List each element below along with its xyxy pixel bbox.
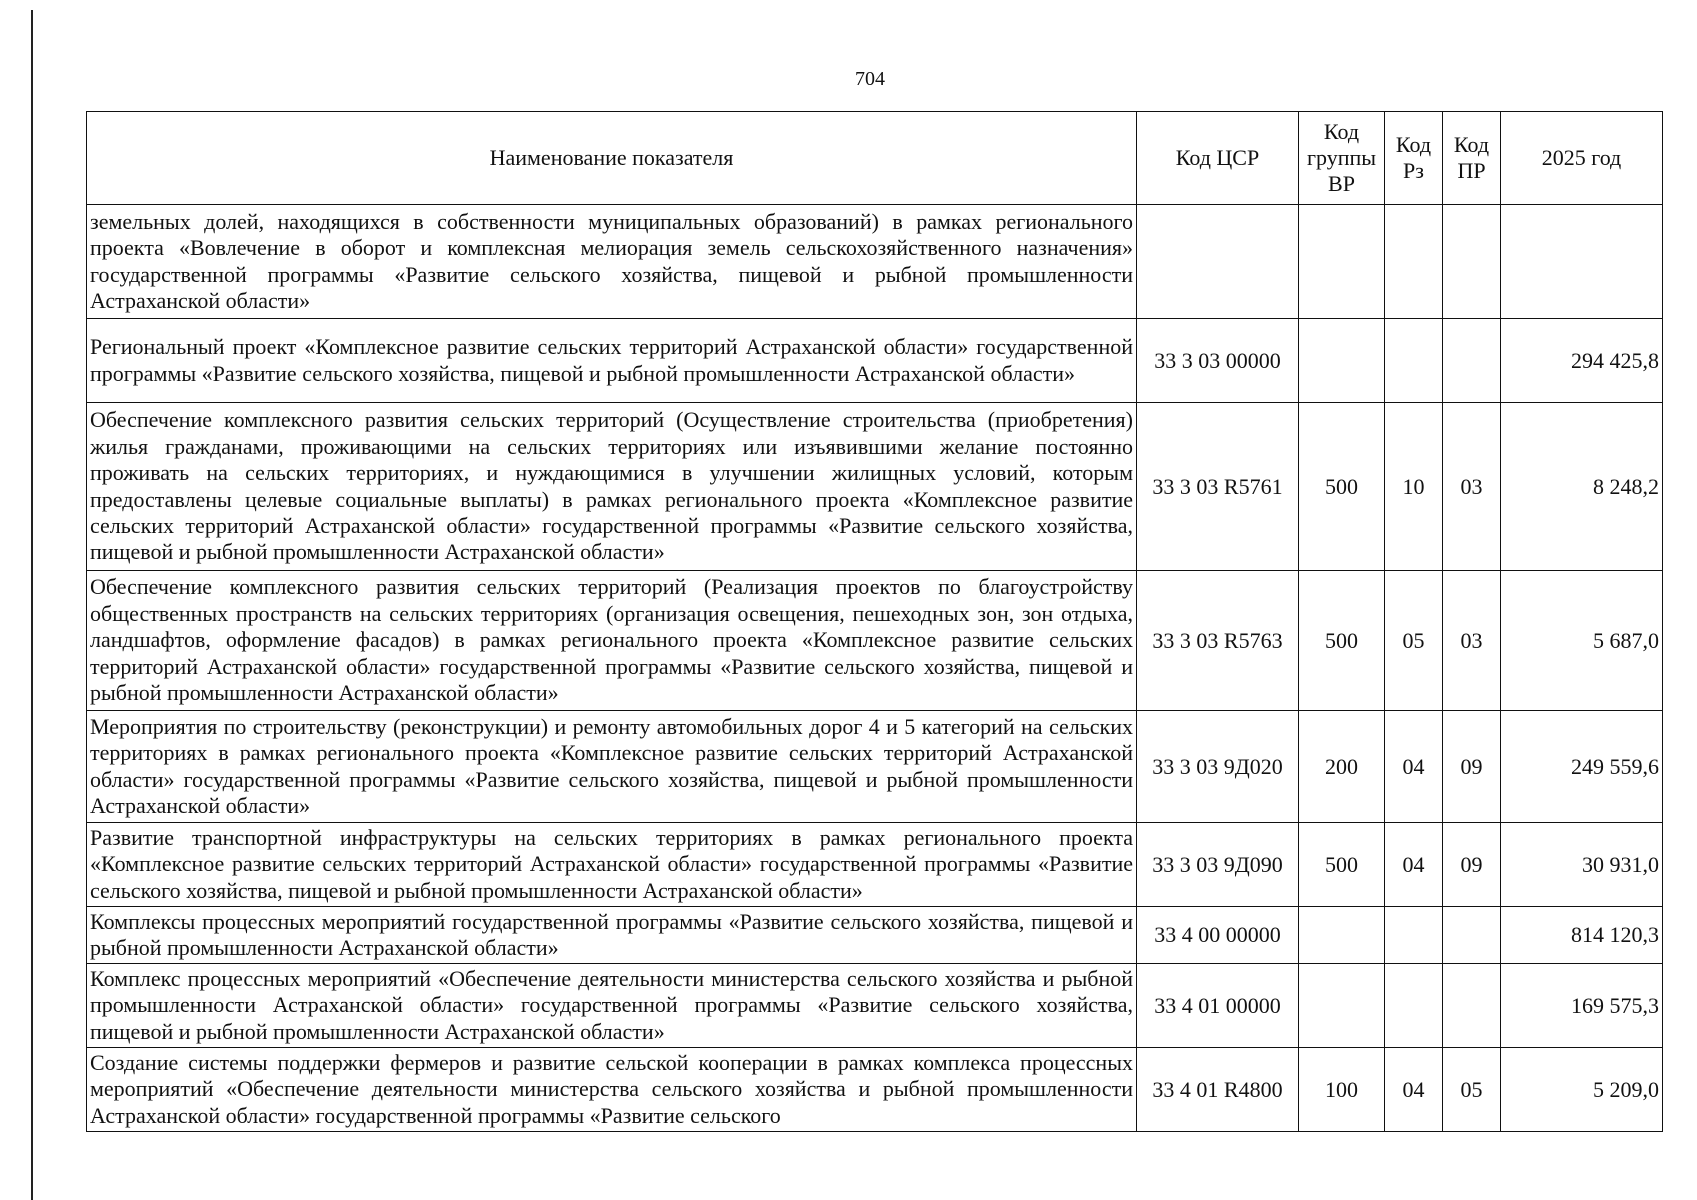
row-rz	[1385, 907, 1443, 964]
row-csr: 33 3 03 9Д090	[1137, 823, 1299, 907]
row-vr: 100	[1299, 1048, 1385, 1132]
row-name: Комплексы процессных мероприятий государственной программы «Развитие сельского хозяйства, пищевой и рыбной промышленности Астраханской области»	[87, 907, 1137, 964]
row-name: Мероприятия по строительству (реконструкции) и ремонту автомобильных дорог 4 и 5 категорий на сельских территориях в рамках регионального проекта «Комплексное развитие сельских территорий Астраханской области» государственной программы «Развитие сельского хозяйства, пищевой и рыбной промышленности Астраханской области»	[87, 711, 1137, 823]
row-pr: 09	[1443, 823, 1501, 907]
header-year: 2025 год	[1501, 112, 1663, 205]
row-amount: 5 687,0	[1501, 571, 1663, 711]
table-row	[87, 205, 1663, 319]
row-vr: 500	[1299, 823, 1385, 907]
row-pr: 09	[1443, 711, 1501, 823]
binding-margin-line	[31, 10, 33, 1200]
row-rz: 04	[1385, 711, 1443, 823]
row-csr: 33 4 01 R4800	[1137, 1048, 1299, 1132]
row-amount: 814 120,3	[1501, 907, 1663, 964]
table-row	[87, 823, 1663, 907]
row-name: Региональный проект «Комплексное развитие сельских территорий Астраханской области» государственной программы «Развитие сельского хозяйства, пищевой и рыбной промышленности Астраханской области»	[87, 319, 1137, 403]
table-header-row	[87, 112, 1663, 205]
row-pr: 05	[1443, 1048, 1501, 1132]
header-rz: Код Рз	[1385, 112, 1443, 205]
table-row	[87, 1048, 1663, 1132]
row-amount: 294 425,8	[1501, 319, 1663, 403]
row-amount: 30 931,0	[1501, 823, 1663, 907]
row-pr: 03	[1443, 403, 1501, 571]
row-name: Обеспечение комплексного развития сельских территорий (Осуществление строительства (приобретения) жилья гражданами, проживающими на сельских территориях или изъявившими желание постоянно проживать на сельских территориях, и нуждающимися в улучшении жилищных условий, которым предоставлены целевые социальные выплаты) в рамках регионального проекта «Комплексное развитие сельских территорий Астраханской области» государственной программы «Развитие сельского хозяйства, пищевой и рыбной промышленности Астраханской области»	[87, 403, 1137, 571]
row-vr	[1299, 205, 1385, 319]
row-rz: 04	[1385, 1048, 1443, 1132]
row-name: Обеспечение комплексного развития сельских территорий (Реализация проектов по благоустройству общественных пространств на сельских территориях (организация освещения, пешеходных зон, зон отдыха, ландшафтов, оформление фасадов) в рамках регионального проекта «Комплексное развитие сельских территорий Астраханской области» государственной программы «Развитие сельского хозяйства, пищевой и рыбной промышленности Астраханской области»	[87, 571, 1137, 711]
row-name: земельных долей, находящихся в собственности муниципальных образований) в рамках регионального проекта «Вовлечение в оборот и комплексная мелиорация земель сельскохозяйственного назначения» государственной программы «Развитие сельского хозяйства, пищевой и рыбной промышленности Астраханской области»	[87, 205, 1137, 319]
row-vr	[1299, 907, 1385, 964]
row-pr: 03	[1443, 571, 1501, 711]
row-csr: 33 4 00 00000	[1137, 907, 1299, 964]
row-rz	[1385, 964, 1443, 1048]
row-rz	[1385, 319, 1443, 403]
row-vr: 500	[1299, 571, 1385, 711]
header-vr: Код группы ВР	[1299, 112, 1385, 205]
row-amount: 169 575,3	[1501, 964, 1663, 1048]
row-rz	[1385, 205, 1443, 319]
table-row	[87, 403, 1663, 571]
row-vr	[1299, 964, 1385, 1048]
row-name: Создание системы поддержки фермеров и развитие сельской кооперации в рамках комплекса процессных мероприятий «Обеспечение деятельности министерства сельского хозяйства и рыбной промышленности Астраханской области» государственной программы «Развитие сельского	[87, 1048, 1137, 1132]
row-amount: 8 248,2	[1501, 403, 1663, 571]
table-row	[87, 711, 1663, 823]
row-amount	[1501, 205, 1663, 319]
table-row	[87, 907, 1663, 964]
row-vr: 500	[1299, 403, 1385, 571]
row-name: Комплекс процессных мероприятий «Обеспечение деятельности министерства сельского хозяйства и рыбной промышленности Астраханской области» государственной программы «Развитие сельского хозяйства, пищевой и рыбной промышленности Астраханской области»	[87, 964, 1137, 1048]
row-pr	[1443, 964, 1501, 1048]
row-pr	[1443, 319, 1501, 403]
row-csr: 33 3 03 R5761	[1137, 403, 1299, 571]
page-number: 704	[855, 68, 885, 90]
table-row	[87, 964, 1663, 1048]
row-rz: 05	[1385, 571, 1443, 711]
table-row	[87, 319, 1663, 403]
row-rz: 10	[1385, 403, 1443, 571]
row-pr	[1443, 907, 1501, 964]
row-amount: 249 559,6	[1501, 711, 1663, 823]
row-csr: 33 4 01 00000	[1137, 964, 1299, 1048]
row-csr	[1137, 205, 1299, 319]
header-pr: Код ПР	[1443, 112, 1501, 205]
row-name: Развитие транспортной инфраструктуры на сельских территориях в рамках регионального проекта «Комплексное развитие сельских территорий Астраханской области» государственной программы «Развитие сельского хозяйства, пищевой и рыбной промышленности Астраханской области»	[87, 823, 1137, 907]
row-pr	[1443, 205, 1501, 319]
row-vr: 200	[1299, 711, 1385, 823]
table-row	[87, 571, 1663, 711]
budget-table	[86, 111, 1663, 1132]
header-csr: Код ЦСР	[1137, 112, 1299, 205]
row-csr: 33 3 03 9Д020	[1137, 711, 1299, 823]
row-rz: 04	[1385, 823, 1443, 907]
row-amount: 5 209,0	[1501, 1048, 1663, 1132]
header-name: Наименование показателя	[87, 112, 1137, 205]
row-csr: 33 3 03 R5763	[1137, 571, 1299, 711]
row-csr: 33 3 03 00000	[1137, 319, 1299, 403]
row-vr	[1299, 319, 1385, 403]
